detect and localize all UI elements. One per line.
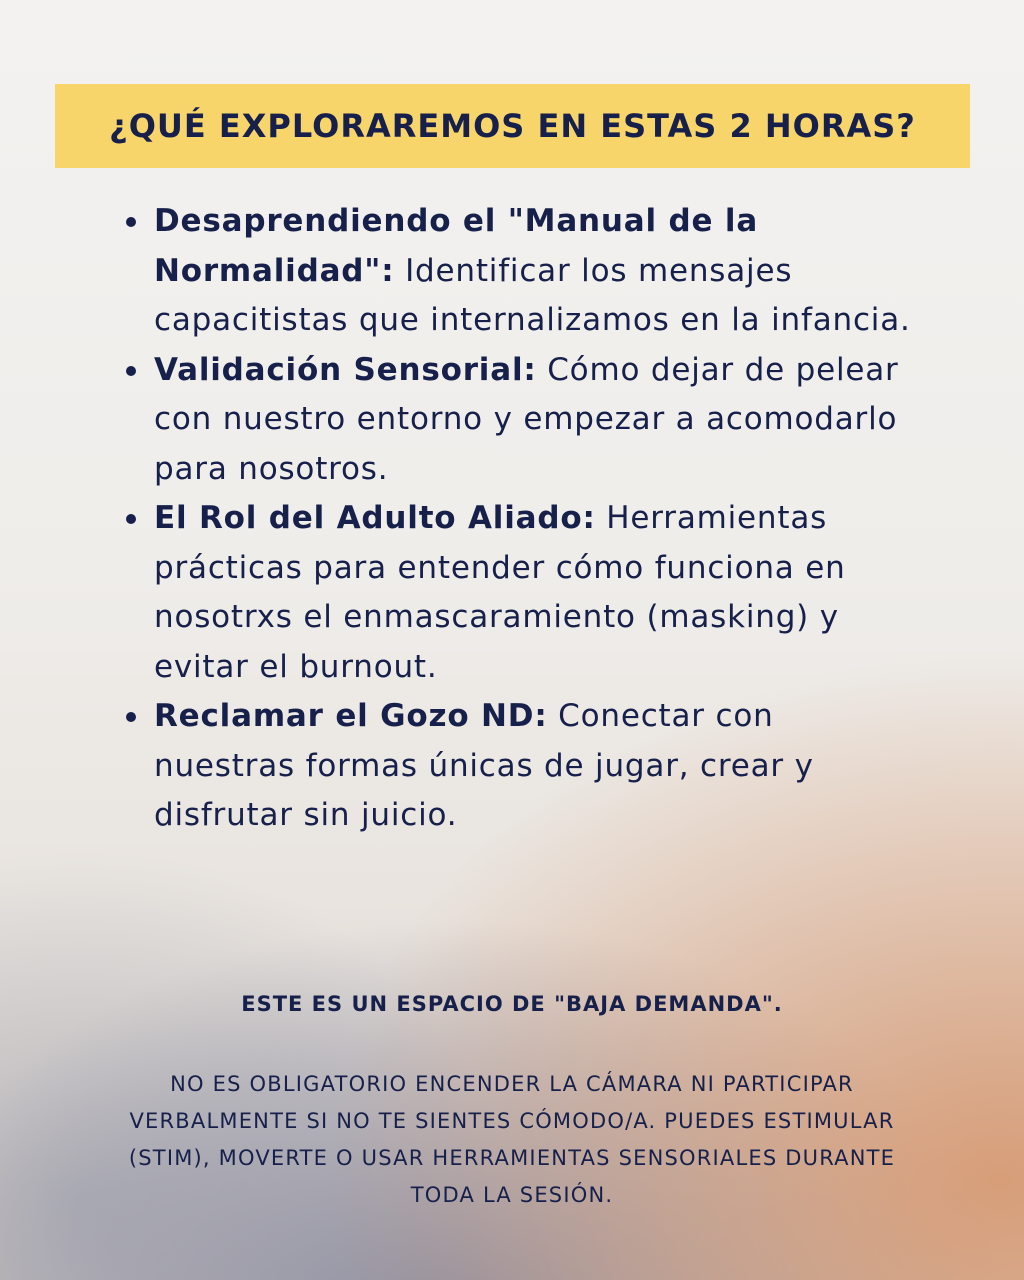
bullet-icon — [126, 366, 136, 376]
topic-title: Reclamar el Gozo ND: — [154, 698, 548, 734]
bullet-icon — [126, 217, 136, 227]
topic-title: Validación Sensorial: — [154, 351, 537, 388]
topic-text: Identificar los mensajes capacitistas que internalizamos en la infancia. — [154, 252, 911, 338]
topic-title: Desaprendiendo el "Manual de la Normalidad": — [154, 203, 759, 289]
list-item — [120, 494, 920, 692]
bullet-icon — [126, 712, 136, 722]
notice-heading: ESTE ES UN ESPACIO DE "BAJA DEMANDA". — [241, 992, 783, 1016]
list-item — [120, 197, 920, 346]
topic-text: Herramientas prácticas para entender cómo funciona en nosotrxs el enmascaramiento (masking) y evitar el burnout. — [154, 500, 846, 685]
header-banner — [55, 84, 970, 168]
topic-text: Cómo dejar de pelear con nuestro entorno y empezar a acomodarlo para nosotros. — [154, 351, 899, 487]
topic-list — [120, 197, 920, 841]
list-item — [120, 692, 920, 841]
notice-body: NO ES OBLIGATORIO ENCENDER LA CÁMARA NI PARTICIPAR VERBALMENTE SI NO TE SIENTES CÓMODO/A. PUEDES ESTIMULAR (STIM), MOVERTE O USAR HERRAMIENTAS SENSORIALES DURANTE TODA LA SESIÓN. — [128, 1072, 896, 1207]
topic-text: Conectar con nuestras formas únicas de jugar, crear y disfrutar sin juicio. — [154, 698, 814, 833]
header-title: ¿QUÉ EXPLORAREMOS EN ESTAS 2 HORAS? — [109, 107, 916, 145]
list-item — [120, 346, 920, 495]
bullet-icon — [126, 514, 136, 524]
topic-title: El Rol del Adulto Aliado: — [154, 500, 596, 536]
